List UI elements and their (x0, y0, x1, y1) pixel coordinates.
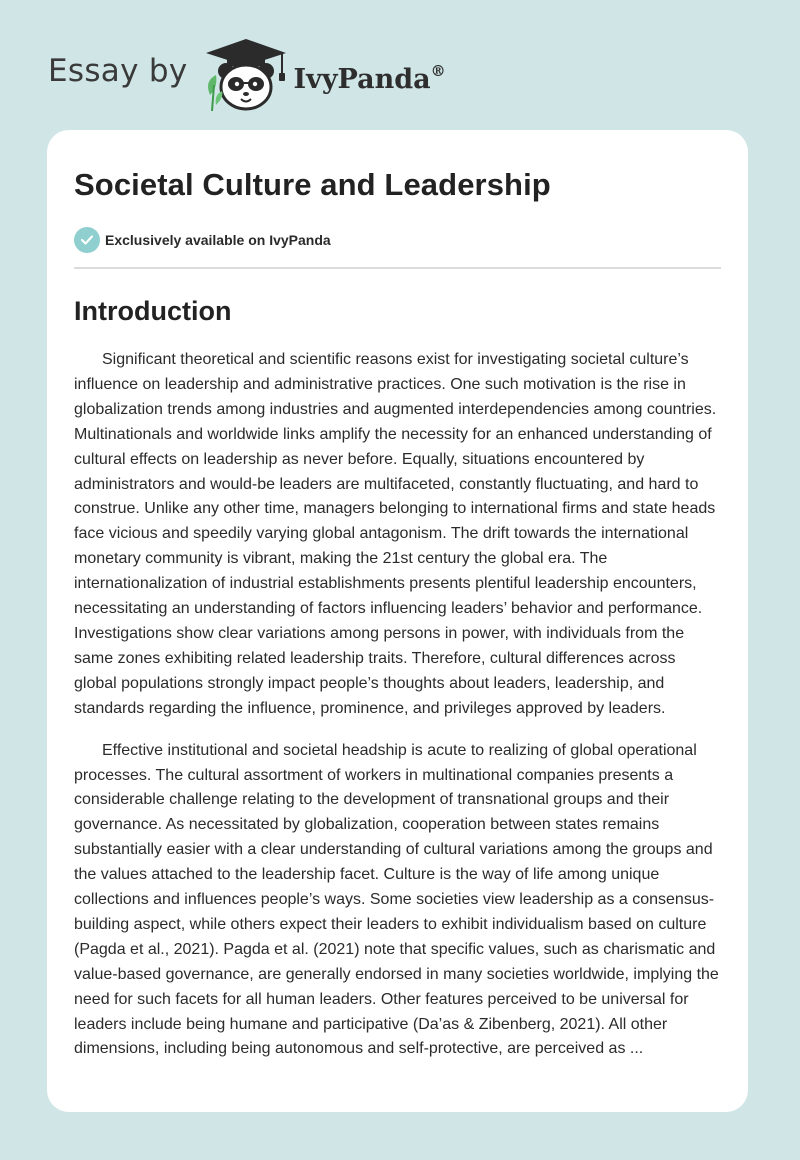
registered-mark: ® (430, 61, 446, 80)
panda-graduate-icon[interactable] (202, 35, 290, 113)
paragraph: Effective institutional and societal headship is acute to realizing of global operational processes. The cultural assortment of workers in multinational companies presents a considerable challenge relating to the development of transnational groups and their governance. As necessitated by globalization, cooperation between states remains substantially easier with a clear understanding of cultural variations among the groups and the values attached to the leadership facet. Culture is the way of life among unique collections and influences people’s ways. Some societies view leadership as a consensus-building aspect, while others expect their leaders to exhibit individualism based on culture (Pagda et al., 2021). Pagda et al. (2021) note that specific values, such as charismatic and value-based governance, are generally endorsed in many societies worldwide, implying the need for such facets for all human leaders. Other features perceived to be universal for leaders include being humane and participative (Da’as & Zibenberg, 2021). All other dimensions, including being autonomous and self-protective, are perceived as ... (74, 741, 719, 1058)
exclusive-badge (74, 227, 721, 253)
divider (74, 267, 721, 269)
check-icon (74, 227, 100, 253)
section-heading: Introduction (74, 296, 232, 326)
essay-body (74, 348, 721, 1062)
exclusive-label: Exclusively available on IvyPanda (105, 232, 331, 248)
paragraph: Significant theoretical and scientific reasons exist for investigating societal culture’s influence on leadership and administrative practices. One such motivation is the rise in globalization trends among industries and augmented interdependencies among countries. Multinationals and worldwide links amplify the necessity for an enhanced understanding of cultural effects on leadership as never before. Equally, situations encountered by administrators and would-be leaders are multifaceted, constantly fluctuating, and hard to construe. Unlike any other time, managers belonging to international firms and state heads face vicious and speedily varying global antagonism. The drift towards the international monetary community is vibrant, making the 21st century the global era. The internationalization of industrial establishments presents plentiful leadership encounters, necessitating an understanding of factors influencing leaders’ behavior and performance. Investigations show clear variations among persons in power, with individuals from the same zones exhibiting related leadership traits. Therefore, cultural differences across global populations strongly impact people’s thoughts about leaders, leadership, and standards regarding the influence, prominence, and privileges approved by leaders. (74, 351, 717, 717)
essay-by-label: Essay by (48, 53, 188, 89)
page-title: Societal Culture and Leadership (74, 167, 551, 202)
site-header (48, 34, 446, 114)
brand-name[interactable]: IvyPanda® (293, 61, 446, 95)
essay-card (47, 130, 748, 1112)
